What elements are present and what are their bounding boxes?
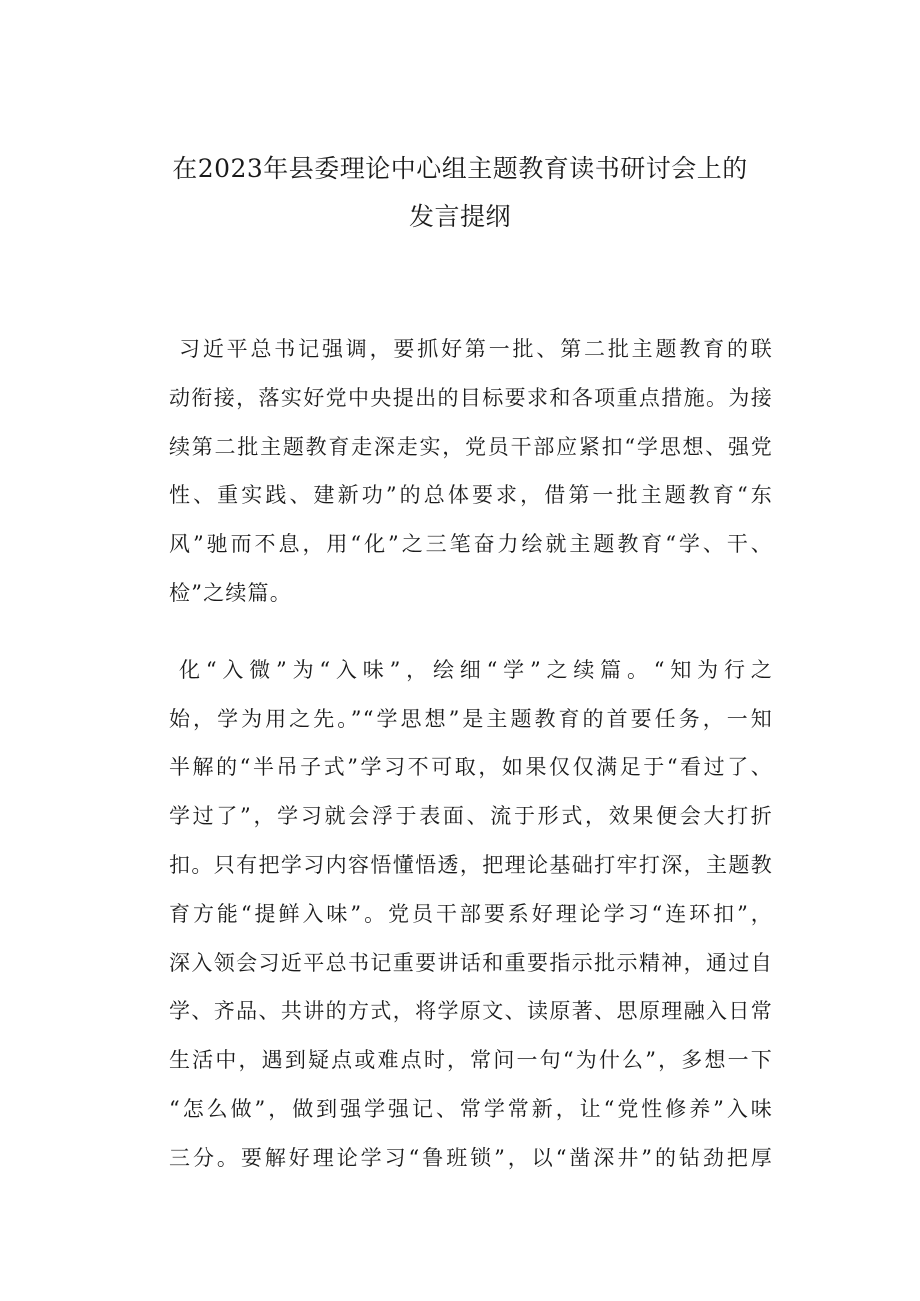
text-line: 习近平总书记强调，要抓好第一批、第二批主题教育的联 bbox=[179, 337, 773, 361]
text-line: 始，学为用之先。”“学思想”是主题教育的首要任务，一知 bbox=[169, 706, 773, 731]
text-line: 风”驰而不息，用“化”之三笔奋力绘就主题教育“学、干、 bbox=[169, 532, 773, 557]
paragraph bbox=[169, 646, 773, 1183]
title-line: 在2023年县委理论中心组主题教育读书研讨会上的 bbox=[172, 153, 748, 183]
document-title bbox=[120, 145, 800, 241]
text-line: 半解的“半吊子式”学习不可取，如果仅仅满足于“看过了、 bbox=[169, 755, 773, 780]
text-line: 生活中，遇到疑点或难点时，常问一句“为什么”，多想一下 bbox=[169, 1048, 773, 1073]
text-line: 育方能“提鲜入味”。党员干部要系好理论学习“连环扣”， bbox=[169, 901, 773, 926]
text-line: 续第二批主题教育走深走实，党员干部应紧扣“学思想、强党 bbox=[169, 434, 773, 459]
text-line: 检”之续篇。 bbox=[169, 580, 292, 605]
title-line: 发言提纲 bbox=[408, 201, 511, 231]
text-line: 学、齐品、共讲的方式，将学原文、读原著、思原理融入日常 bbox=[169, 999, 773, 1024]
text-line: “怎么做”，做到强学强记、常学常新，让“党性修养”入味 bbox=[169, 1096, 773, 1121]
text-line: 动衔接，落实好党中央提出的目标要求和各项重点措施。为接 bbox=[169, 385, 773, 410]
text-line: 深入领会习近平总书记重要讲话和重要指示批示精神，通过自 bbox=[169, 950, 773, 975]
text-line: 学过了”，学习就会浮于表面、流于形式，效果便会大打折 bbox=[169, 804, 773, 829]
document-body bbox=[169, 325, 773, 1183]
text-line: 性、重实践、建新功”的总体要求，借第一批主题教育“东 bbox=[169, 483, 773, 508]
text-line: 化“入微”为“入味”，绘细“学”之续篇。“知为行之 bbox=[179, 657, 773, 682]
text-line: 扣。只有把学习内容悟懂悟透，把理论基础打牢打深，主题教 bbox=[169, 852, 773, 877]
text-line: 三分。要解好理论学习“鲁班锁”，以“凿深井”的钻劲把厚 bbox=[169, 1145, 773, 1170]
paragraph bbox=[169, 325, 773, 618]
